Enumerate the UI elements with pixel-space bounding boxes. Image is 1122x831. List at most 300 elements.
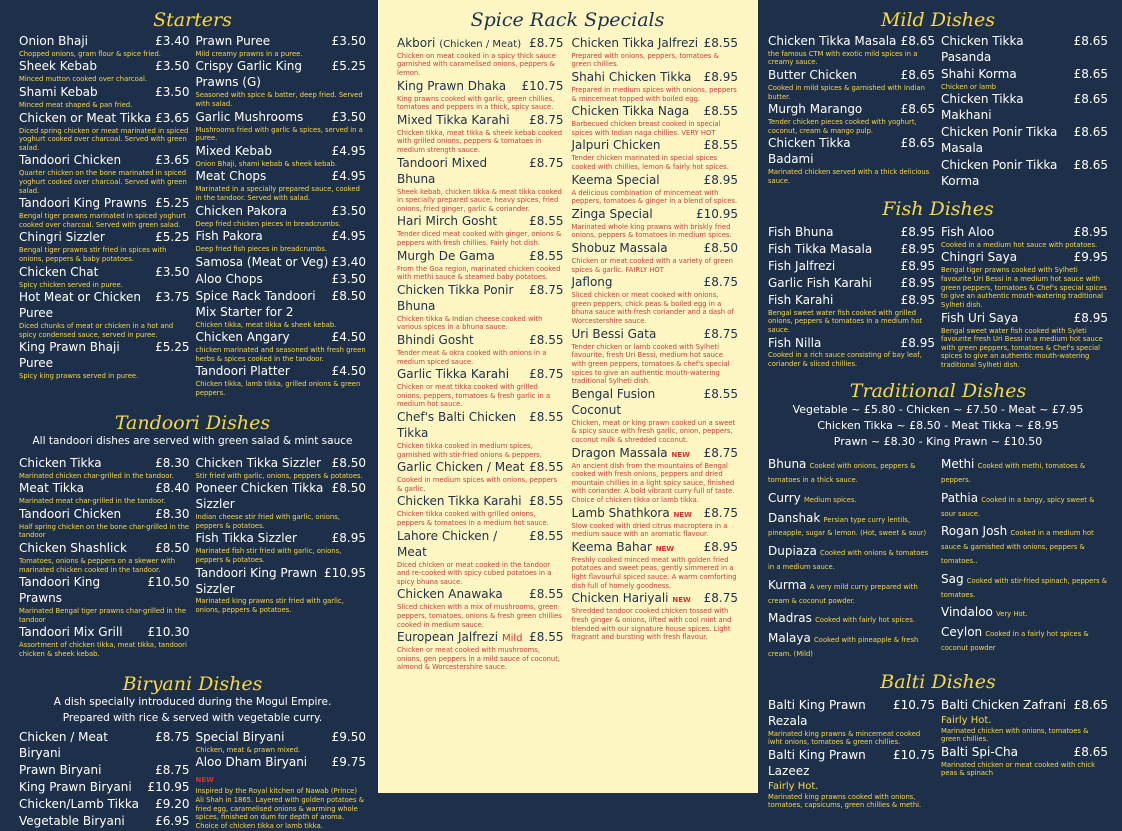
- item-name: [397, 494, 529, 510]
- item-name: [397, 214, 529, 230]
- item-name-text: Garlic Mushrooms: [195, 109, 304, 124]
- item-name: [768, 136, 901, 168]
- menu-item-row: [196, 34, 367, 50]
- menu-item-row: [19, 340, 190, 372]
- menu-item: [196, 531, 367, 564]
- item-price: £8.95: [900, 292, 935, 307]
- menu-item-row: [19, 780, 190, 796]
- menu-item-row: [196, 289, 367, 321]
- menu-item: [19, 797, 190, 813]
- item-price: £8.55: [529, 630, 564, 645]
- item-price: £8.75: [703, 591, 738, 606]
- item-name: [19, 763, 155, 779]
- menu-item-row: [397, 249, 564, 265]
- item-description: Minced meat shaped & pan fried.: [19, 100, 133, 109]
- menu-item: [196, 566, 367, 615]
- item-name: [196, 364, 332, 380]
- item-description: A delicious combination of mincemeat with peppers, tomatoes & ginger in a blend of spices.: [571, 188, 738, 206]
- menu-item: [19, 85, 190, 110]
- item-description: Diced chunks of meat or chicken in a hot and spicy condensed sauce, served in puree.: [19, 322, 174, 339]
- menu-item: [397, 630, 564, 672]
- item-price: £5.25: [155, 230, 190, 245]
- menu-item: [19, 111, 190, 153]
- item-name-text: Tandoori Mixed Bhuna: [397, 155, 488, 186]
- item-name-text: Aloo Dham Biryani: [195, 755, 308, 770]
- item-price: £8.30: [155, 506, 190, 521]
- item-name: [941, 250, 1074, 266]
- menu-item: [196, 255, 367, 271]
- item-name-text: Uri Bessi Gata: [571, 326, 657, 341]
- item-price: £4.95: [331, 229, 366, 244]
- tandoori-col-2: [196, 456, 367, 660]
- item-name: [768, 259, 901, 275]
- tandoori-title: Tandoori Dishes: [114, 411, 271, 434]
- item-name-text: Bhindi Gosht: [397, 333, 474, 348]
- item-description: Sheek kebab, chicken tikka & meat tikka cooked in specially prepared sauce, heavy spices, fried onions, fried ginger, garlic & coriander.: [397, 187, 562, 213]
- menu-item-row: [768, 259, 935, 275]
- item-name-text: Murgh Marango: [768, 102, 863, 117]
- item-description: Cooked in a medium hot sauce with potatoes.: [941, 240, 1098, 249]
- item-name: [768, 242, 901, 258]
- new-badge: NEW: [671, 450, 690, 459]
- item-name: [397, 367, 529, 383]
- item-description: Seasoned with spice & batter, deep fried. Served with salad.: [195, 91, 363, 108]
- item-description: Marinated chicken with onions, tomatoes & green chillies.: [941, 726, 1089, 744]
- item-name-text: Chicken Tikka Ponir Bhuna: [397, 282, 514, 313]
- menu-item: [572, 275, 739, 325]
- item-price: £8.55: [529, 587, 564, 602]
- item-name: [572, 36, 704, 52]
- curry-name: Malaya: [768, 631, 811, 646]
- menu-item-row: [941, 311, 1108, 327]
- item-price: £3.50: [331, 109, 366, 124]
- item-name-text: Fish Aloo: [941, 224, 995, 239]
- item-price: £8.65: [900, 68, 935, 83]
- item-price: £4.50: [331, 364, 366, 379]
- item-name-text: Fish Tikka Masala: [768, 241, 873, 256]
- item-name: [19, 34, 155, 50]
- menu-item-row: [397, 36, 564, 52]
- item-name: [397, 333, 529, 349]
- item-price: £8.75: [703, 275, 738, 290]
- item-price: £10.75: [521, 78, 564, 93]
- item-name-text: Fish Bhuna: [768, 224, 834, 239]
- menu-item: [19, 230, 190, 263]
- item-price: £8.65: [1073, 66, 1108, 81]
- menu-item-row: [19, 111, 190, 127]
- menu-item-row: [397, 333, 564, 349]
- item-name: [19, 481, 155, 497]
- curry-description: A very mild curry prepared with cream & coconut powder.: [768, 582, 918, 605]
- menu-item-row: [19, 814, 190, 830]
- item-description: Shredded tandoor cooked chicken tossed with fresh ginger & onions, lifted with cool mint and blended with our signature house spices. Light fragrant and bursting with fresh flavour.: [571, 607, 732, 642]
- item-name: [19, 290, 155, 322]
- item-price: £8.65: [1073, 744, 1108, 759]
- curry-style: [941, 604, 1108, 621]
- menu-item: [768, 102, 935, 135]
- menu-item: [196, 364, 367, 397]
- item-name-text: King Prawn Dhaka: [397, 78, 507, 93]
- item-name: [768, 68, 901, 84]
- item-price: £8.75: [529, 112, 564, 127]
- item-description: Onion Bhaji, shami kebab & sheek kebab.: [195, 159, 338, 168]
- item-description: Chicken or meat cooked with mushrooms, onions, gen peppers in a mild sauce of coconut, almond & Worcestershire sauce.: [397, 646, 561, 672]
- menu-item-row: [196, 59, 367, 91]
- menu-item-row: [19, 230, 190, 246]
- item-name: [941, 34, 1074, 66]
- item-name: [941, 311, 1074, 327]
- item-name: [397, 460, 529, 476]
- item-description: Tender diced meat cooked with ginger, onions & peppers with fresh chillies. Fairly hot dish.: [397, 230, 562, 248]
- item-name-text: Chicken Tikka Pasanda: [941, 33, 1024, 64]
- menu-item-row: [196, 255, 367, 271]
- menu-item-row: [19, 481, 190, 497]
- item-description: Prepared in medium spices with onions, peppers & mincemeat topped with boiled egg.: [571, 86, 737, 103]
- item-price: £4.50: [331, 330, 366, 345]
- item-price: £3.40: [155, 33, 190, 48]
- item-description: Spicy king prawns served in puree.: [19, 372, 139, 381]
- menu-item: [196, 755, 367, 830]
- menu-item: [196, 169, 367, 202]
- item-name-text: Chicken Tikka Jalfrezi: [571, 35, 699, 50]
- menu-item-row: [768, 34, 935, 50]
- item-name-text: Mixed Tikka Karahi: [397, 112, 510, 127]
- menu-item-row: [196, 330, 367, 346]
- menu-item: [397, 333, 564, 366]
- item-name: [941, 92, 1074, 124]
- item-description: Marinated king prawns stir fried with garlic, onions, peppers & potatoes.: [195, 597, 344, 615]
- item-name-text: Chingri Saya: [941, 250, 1018, 265]
- item-description: Marinated whole king prawns with briskly fried onions, peppers & tomatoes in medium spices.: [571, 222, 732, 240]
- item-price: £8.55: [529, 410, 564, 425]
- menu-item-row: [768, 68, 935, 84]
- menu-item: [941, 250, 1108, 309]
- menu-item-row: [19, 507, 190, 523]
- item-name: [572, 104, 704, 120]
- item-name: [572, 327, 704, 343]
- menu-item: [397, 113, 564, 155]
- item-price: £4.95: [331, 169, 366, 184]
- menu-item: [768, 225, 935, 241]
- menu-item: [941, 34, 1108, 66]
- item-name-text: Samosa (Meat or Veg): [195, 254, 329, 269]
- menu-item-row: [572, 241, 739, 257]
- traditional-col-2: [941, 456, 1108, 664]
- menu-item-row: [19, 290, 190, 322]
- item-name-text: Tandoori Mix Grill: [19, 625, 123, 640]
- menu-item-row: [397, 367, 564, 383]
- item-name-text: Prawn Biryani: [19, 762, 102, 777]
- item-price: £8.95: [900, 275, 935, 290]
- menu-item-row: [768, 225, 935, 241]
- item-name-text: Garlic Fish Karahi: [768, 275, 872, 290]
- curry-name: Methi: [941, 457, 975, 472]
- item-name: [196, 755, 332, 787]
- item-name: [19, 797, 155, 813]
- item-name: [768, 698, 893, 730]
- item-name-text: Shahi Korma: [941, 66, 1017, 81]
- item-name: [19, 541, 155, 557]
- menu-item: [19, 625, 190, 658]
- starters-col-2: [196, 34, 367, 399]
- item-price: £9.75: [331, 755, 366, 770]
- new-badge: NEW: [673, 510, 692, 519]
- menu-item-row: [397, 460, 564, 476]
- item-name: [196, 456, 332, 472]
- menu-item: [941, 67, 1108, 92]
- item-description: Chicken tikka, meat tikka & sheek kebab cooked with grilled onions, peppers & tomatoes in medium strength sauce.: [397, 128, 563, 155]
- menu-item: [941, 745, 1108, 778]
- item-name-text: Chicken / Meat Biryani: [19, 729, 108, 760]
- menu-item: [397, 214, 564, 247]
- menu-item-row: [397, 494, 564, 510]
- item-price: £8.55: [703, 386, 738, 401]
- item-description: Marinated fish stir fried with garlic, onions, peppers & potatoes.: [195, 547, 342, 564]
- curry-description: Cooked in a fairly hot spices & coconut powder: [941, 630, 1089, 653]
- item-name: [196, 229, 332, 245]
- menu-item: [941, 92, 1108, 124]
- item-description: Chicken, meat & prawn mixed.: [195, 745, 301, 754]
- menu-item: [397, 283, 564, 332]
- menu-item-row: [572, 104, 739, 120]
- item-name: [196, 481, 332, 513]
- item-name-text: Bengal Fusion Coconut: [571, 386, 656, 417]
- menu-item-row: [196, 481, 367, 513]
- item-description: Tender chicken or lamb cooked with Sylheti favourite, fresh Uri Bessi, medium hot sauce with green peppers, tomatoes & chef's special spices to give an authentic mouth-watering traditional Sylheti dish.: [571, 342, 730, 386]
- item-description: Marinated Bengal tiger prawns char-grilled in the tandoor: [19, 607, 186, 624]
- curry-name: Danshak: [768, 510, 821, 525]
- menu-item: [19, 59, 190, 84]
- item-heat-note: Fairly Hot.: [768, 780, 819, 792]
- item-name-text: Chicken Tikka Naga: [571, 104, 690, 119]
- item-description: From the Goa region, marinated chicken cooked with methi sauce & steamed baby potatoes.: [397, 264, 561, 282]
- item-name-text: Tandoori King Prawns: [19, 575, 101, 606]
- item-description: Cooked in a rich sauce consisting of bay leaf, coriander & sliced chillies.: [768, 351, 922, 369]
- item-price: £8.95: [900, 224, 935, 239]
- menu-item: [768, 748, 935, 810]
- item-description: Spicy chicken served in puree.: [19, 280, 123, 289]
- item-name-text: Chingri Sizzler: [19, 230, 105, 245]
- menu-item-row: [19, 456, 190, 472]
- item-description: Chicken or meat cooked with a variety of green spices & garlic. FAIRLY HOT: [571, 257, 733, 274]
- item-price: £8.30: [155, 455, 190, 470]
- item-price: £8.55: [529, 460, 564, 475]
- item-name: [941, 125, 1074, 157]
- menu-item-row: [572, 540, 739, 556]
- item-description: Prepared with onions, peppers, tomatoes & green chillies.: [571, 51, 719, 69]
- item-name: [572, 591, 704, 607]
- menu-item-row: [19, 541, 190, 557]
- item-name-text: Tandoori Chicken: [19, 506, 122, 521]
- left-panel: [0, 0, 378, 830]
- item-price: £8.55: [529, 528, 564, 543]
- item-name-text: Special Biryani: [195, 729, 285, 744]
- item-name: [196, 289, 332, 321]
- menu-item: [196, 59, 367, 108]
- item-price: £10.95: [324, 565, 366, 580]
- item-price: £8.50: [155, 540, 190, 555]
- item-name: [19, 265, 155, 281]
- item-description: Mild creamy prawns in a puree.: [195, 49, 303, 58]
- item-name-text: European Jalfrezi: [397, 630, 499, 645]
- menu-item-row: [196, 169, 367, 185]
- item-name-text: Chicken Tikka Badami: [768, 136, 851, 167]
- item-price: £8.75: [703, 326, 738, 341]
- menu-item: [941, 125, 1108, 157]
- starters-col-1: [19, 34, 190, 399]
- item-name: [19, 456, 155, 472]
- tandoori-col-1: [19, 456, 190, 660]
- menu-item-row: [196, 566, 367, 598]
- item-name: [196, 566, 325, 598]
- curry-name: Pathia: [941, 490, 979, 505]
- curry-description: Persian type curry lentils, pineapple, sugar & lemon. (Hot, sweet & sour): [768, 515, 927, 538]
- menu-item: [19, 481, 190, 506]
- item-description: Chopped onions, gram flour & spice fried.: [19, 49, 161, 58]
- item-description: Half spring chicken on the bone char-grilled in the tandoor: [19, 522, 190, 540]
- item-name: [19, 230, 155, 246]
- curry-description: Medium spices.: [803, 495, 857, 504]
- menu-item: [397, 587, 564, 629]
- item-price: £5.25: [331, 59, 366, 74]
- menu-item-row: [196, 110, 367, 126]
- item-inline-note: (Chicken / Meat): [439, 38, 522, 50]
- item-description: Marinated chicken served with a thick delicious sauce.: [768, 168, 930, 185]
- item-name-text: Shobuz Massala: [571, 241, 668, 256]
- item-description: Chicken tikka & Indian cheese cooked with various spices in a bhuna sauce.: [397, 314, 543, 332]
- menu-item-row: [397, 529, 564, 561]
- item-name-text: Lahore Chicken / Meat: [397, 528, 498, 559]
- curry-description: Cooked with pineapple & fresh cream. (Mild): [768, 636, 919, 659]
- item-price: £8.95: [1073, 310, 1108, 325]
- menu-item: [19, 780, 190, 796]
- menu-item-row: [196, 204, 367, 220]
- menu-item-row: [196, 730, 367, 746]
- item-name-text: Lamb Shathkora: [571, 505, 670, 520]
- curry-style: [768, 543, 935, 574]
- curry-style: [768, 610, 935, 627]
- menu-item: [397, 410, 564, 459]
- item-name-text: Balti King Prawn Rezala: [768, 697, 866, 728]
- item-name-text: King Prawn Bhaji Puree: [19, 340, 120, 371]
- menu-item-row: [196, 456, 367, 472]
- mild-col-2: [941, 34, 1108, 191]
- item-name-text: Chicken Chat: [19, 264, 99, 279]
- traditional-col-1: [768, 456, 935, 664]
- item-price: £10.30: [147, 625, 190, 640]
- item-price: £8.95: [703, 539, 738, 554]
- item-description: Bengal sweet water fish cooked with Syleti favourite fresh Uri Bessi in a medium hot sauce with green peppers, tomatoes & Chef's special spices to give an authentic mouth-watering traditional Sylheti dish.: [941, 326, 1103, 369]
- item-price: £8.55: [529, 494, 564, 509]
- menu-item: [572, 327, 739, 386]
- curry-name: Dupiaza: [768, 544, 817, 559]
- menu-item-row: [397, 113, 564, 129]
- item-description: Chicken tikka cooked with grilled onions, peppers & tomatoes in a medium hot sauce.: [397, 510, 549, 528]
- menu-item-row: [768, 102, 935, 118]
- item-description: the famous CTM with exotic mild spices in a creamy sauce.: [768, 49, 918, 67]
- item-name: [572, 540, 704, 556]
- item-name: [768, 102, 901, 118]
- menu-item-row: [19, 575, 190, 607]
- item-description: chicken marinated and seasoned with fresh green herbs & spices cooked in the tandoor.: [195, 346, 366, 363]
- item-name-text: Chicken Pakora: [195, 203, 287, 218]
- item-name-text: Crispy Garlic King Prawns (G): [195, 59, 303, 90]
- item-description: Marinated chicken char-grilled in the tandoor.: [19, 471, 174, 480]
- curry-description: Cooked with fairly hot spices.: [815, 616, 916, 625]
- item-name-text: Chicken Ponir Tikka Korma: [941, 158, 1058, 189]
- menu-item: [19, 541, 190, 574]
- item-name: [768, 34, 901, 50]
- menu-item: [768, 68, 935, 101]
- menu-item-row: [196, 531, 367, 547]
- item-price: £8.50: [703, 241, 738, 256]
- item-price: £3.65: [155, 153, 190, 168]
- menu-item-row: [397, 630, 564, 646]
- item-name: [572, 173, 704, 189]
- curry-name: Kurma: [768, 577, 807, 592]
- menu-item-row: [397, 214, 564, 230]
- item-price: £8.55: [703, 138, 738, 153]
- item-description: Mushrooms fried with garlic & spices, served in a puree.: [195, 125, 363, 143]
- item-name-text: Chef's Balti Chicken Tikka: [397, 410, 517, 441]
- menu-item: [397, 249, 564, 282]
- item-description: Diced chicken or meat cooked in the tandoor and re-cooked with spicy cubed potatoes in a spicy bhuna sauce.: [397, 560, 552, 586]
- item-name-text: King Prawn Biryani: [19, 779, 132, 794]
- curry-style: [941, 523, 1108, 567]
- curry-style: [768, 510, 935, 541]
- menu-item-row: [941, 67, 1108, 83]
- new-badge: NEW: [672, 596, 691, 605]
- balti-col-1: [768, 698, 935, 811]
- menu-item: [572, 104, 739, 137]
- item-name-text: Chicken Tikka Makhani: [941, 92, 1024, 123]
- item-price: £8.55: [703, 104, 738, 119]
- item-name-text: Fish Nilla: [768, 335, 822, 350]
- menu-item: [572, 506, 739, 539]
- item-price: £8.95: [1073, 224, 1108, 239]
- menu-item: [768, 34, 935, 67]
- item-name-text: Tandoori Platter: [195, 364, 290, 379]
- item-name-text: Keema Special: [571, 172, 660, 187]
- menu-item: [572, 70, 739, 103]
- item-price: £3.50: [331, 203, 366, 218]
- menu-item-row: [768, 276, 935, 292]
- curry-style: [941, 456, 1108, 487]
- starters-title: Starters: [153, 9, 232, 31]
- middle-panel: [378, 0, 758, 793]
- item-price: £5.25: [155, 340, 190, 355]
- item-price: £9.50: [331, 729, 366, 744]
- item-name-text: Spice Rack Tandoori Mix Starter for 2: [195, 288, 316, 319]
- balti-col-2: [941, 698, 1108, 811]
- menu-item: [768, 293, 935, 335]
- menu-item-row: [941, 225, 1108, 241]
- item-price: £8.95: [900, 241, 935, 256]
- new-badge: NEW: [655, 544, 675, 553]
- menu-item: [19, 153, 190, 195]
- item-price: £3.75: [155, 290, 190, 305]
- item-name-text: Hari Mirch Gosht: [397, 214, 498, 229]
- item-name: [196, 204, 332, 220]
- curry-name: Bhuna: [768, 457, 807, 472]
- item-name: [768, 748, 893, 780]
- item-name-text: Chicken Ponir Tikka Masala: [941, 125, 1058, 156]
- traditional-prices-1: Vegetable ~ £5.80 - Chicken ~ £7.50 - Meat ~ £7.95: [792, 403, 1084, 417]
- menu-item-row: [941, 250, 1108, 266]
- item-name-text: Shami Kebab: [19, 85, 98, 99]
- item-name: [572, 138, 704, 154]
- menu-item: [397, 156, 564, 214]
